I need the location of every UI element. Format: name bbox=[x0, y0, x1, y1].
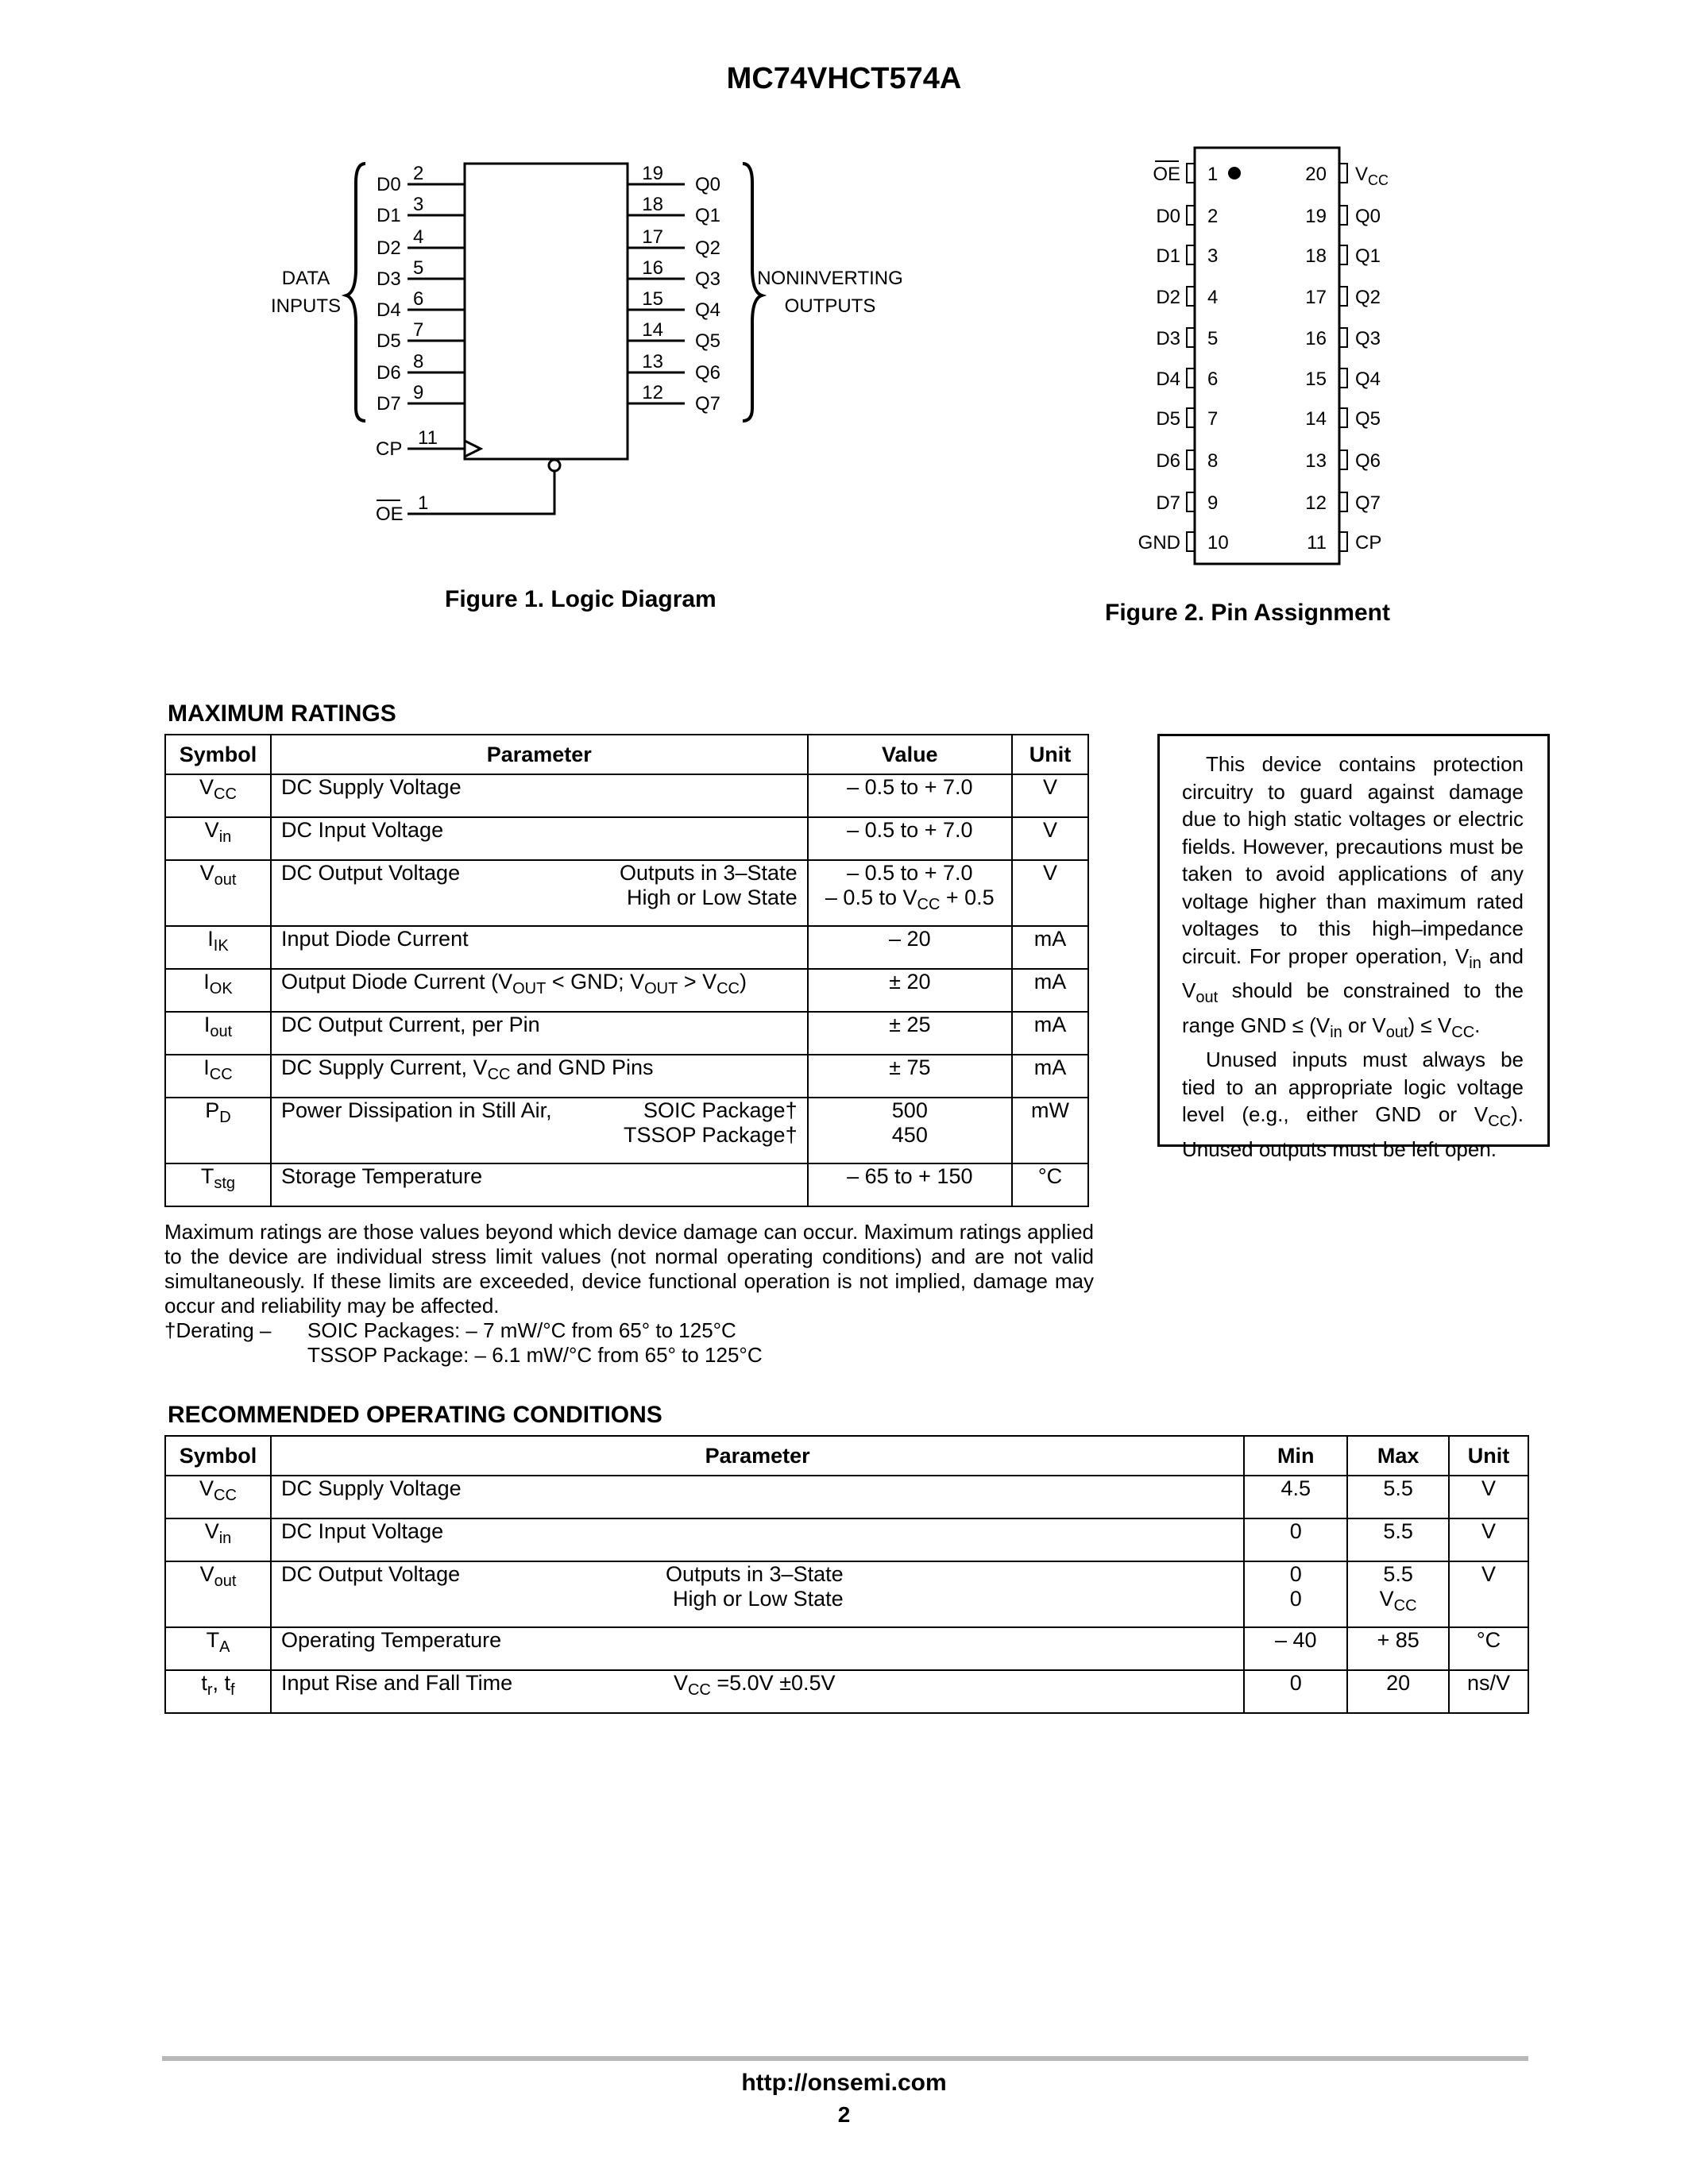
derating-tssop: TSSOP Package: – 6.1 mW/°C from 65° to 125°C bbox=[307, 1343, 763, 1367]
max-ratings-note: Maximum ratings are those values beyond which device damage can occur. Maximum ratings applied to the device are individual stress limit values (not normal operating conditions) and are not valid simultaneously. If these limits are exceeded, device functional operation is not implied, damage may occur and reliability may be affected. bbox=[164, 1220, 1094, 1318]
enable-label: OE bbox=[376, 504, 404, 525]
pin-number: 9 bbox=[1207, 492, 1219, 514]
pin-number: 2 bbox=[1207, 206, 1219, 227]
output-pin-number: 16 bbox=[642, 257, 663, 279]
input-pin-number: 2 bbox=[413, 163, 424, 184]
pin-number: 6 bbox=[1207, 369, 1219, 390]
right-brace bbox=[743, 164, 762, 421]
table-row: $V_{out}$ DC Output Voltage Outputs in 3–State High or Low State 0 0 5.5 $V_{CC}$ V bbox=[165, 1561, 1528, 1627]
pin-number: 7 bbox=[1207, 408, 1219, 430]
page-number: 2 bbox=[837, 2102, 851, 2127]
col-min: Min bbox=[1244, 1436, 1347, 1476]
col-unit: Unit bbox=[1012, 735, 1088, 774]
data-inputs-label: INPUTS bbox=[270, 295, 342, 317]
pin-label-q2: Q2 bbox=[1355, 287, 1381, 308]
pin-label-q5: Q5 bbox=[1355, 408, 1381, 430]
pin-label-d5: D5 bbox=[1156, 408, 1180, 430]
pin-label-q1: Q1 bbox=[1355, 245, 1381, 267]
output-pin-number: 17 bbox=[642, 226, 663, 248]
col-symbol: Symbol bbox=[165, 1436, 271, 1476]
clock-pin-number: 11 bbox=[418, 427, 438, 449]
pin1-dot-icon bbox=[1228, 167, 1241, 179]
output-pin-number: 13 bbox=[642, 351, 663, 372]
pin-label-oe: OE bbox=[1153, 164, 1180, 185]
input-pin-number: 9 bbox=[413, 382, 424, 403]
table-row: $P_D$ Power Dissipation in Still Air, SOIC Package† TSSOP Package† 500 450 mW bbox=[165, 1098, 1088, 1163]
pin-number: 5 bbox=[1207, 328, 1219, 349]
output-label-q0: Q0 bbox=[695, 174, 721, 195]
output-pin-number: 15 bbox=[642, 288, 663, 310]
pin-number: 3 bbox=[1207, 245, 1219, 267]
pin-label-d0: D0 bbox=[1156, 206, 1180, 227]
input-label-d3: D3 bbox=[377, 268, 401, 290]
pin-number: 4 bbox=[1207, 287, 1219, 308]
pin-number: 12 bbox=[1305, 492, 1327, 514]
output-label-q6: Q6 bbox=[695, 362, 721, 384]
table-row: $V_{CC}$ DC Supply Voltage – 0.5 to + 7.0 V bbox=[165, 774, 1088, 817]
logic-diagram bbox=[262, 151, 914, 532]
rec-conditions-title: RECOMMENDED OPERATING CONDITIONS bbox=[168, 1402, 662, 1428]
max-ratings-title: MAXIMUM RATINGS bbox=[168, 700, 396, 727]
flipflop-box bbox=[465, 164, 628, 459]
pin-number: 10 bbox=[1207, 532, 1229, 554]
footer-divider bbox=[162, 2056, 1528, 2061]
enable-pin-number: 1 bbox=[418, 492, 429, 514]
input-pin-number: 4 bbox=[413, 226, 424, 248]
pin-assignment-diagram bbox=[1138, 143, 1430, 572]
pin-label-q3: Q3 bbox=[1355, 328, 1381, 349]
input-label-d0: D0 bbox=[377, 174, 401, 195]
pin-label-d7: D7 bbox=[1156, 492, 1180, 514]
col-value: Value bbox=[808, 735, 1012, 774]
output-pin-number: 18 bbox=[642, 194, 663, 215]
pin-label-cp: CP bbox=[1355, 532, 1382, 554]
derating-label: †Derating – bbox=[164, 1318, 272, 1342]
pin-label-gnd: GND bbox=[1138, 532, 1180, 554]
table-row: $t_r$, $t_f$ Input Rise and Fall Time $V_{CC} =5.0V \pm 0.5V$ 0 20 ns/V bbox=[165, 1670, 1528, 1713]
output-pin-number: 19 bbox=[642, 163, 663, 184]
output-pin-number: 14 bbox=[642, 319, 663, 341]
table-row: $I_{IK}$ Input Diode Current – 20 mA bbox=[165, 926, 1088, 969]
table-row: $T_A$ Operating Temperature – 40 + 85 °C bbox=[165, 1627, 1528, 1670]
input-pin-number: 8 bbox=[413, 351, 424, 372]
input-label-d2: D2 bbox=[377, 237, 401, 259]
pin-number: 18 bbox=[1305, 245, 1327, 267]
derating-soic: SOIC Packages: – 7 mW/°C from 65° to 125°C bbox=[307, 1318, 736, 1342]
input-pin-number: 7 bbox=[413, 319, 424, 341]
max-ratings-notes bbox=[164, 1220, 1094, 1368]
output-pin-number: 12 bbox=[642, 382, 663, 403]
data-inputs-label: DATA bbox=[281, 268, 330, 289]
pin-number: 13 bbox=[1305, 450, 1327, 472]
esd-note-box bbox=[1157, 734, 1550, 1161]
pin-number: 8 bbox=[1207, 450, 1219, 472]
outputs-label: NONINVERTING bbox=[757, 268, 903, 289]
table-row: $I_{OK}$ Output Diode Current ($V_{OUT}$ < GND; $V_{OUT} > V_{CC}$) ± 20 mA bbox=[165, 969, 1088, 1012]
pin-number: 19 bbox=[1305, 206, 1327, 227]
figure2-caption: Figure 2. Pin Assignment bbox=[1105, 600, 1390, 626]
max-ratings-table bbox=[164, 734, 1089, 1207]
figure1-caption: Figure 1. Logic Diagram bbox=[445, 586, 717, 612]
pin-label-d1: D1 bbox=[1156, 245, 1180, 267]
input-pin-number: 5 bbox=[413, 257, 424, 279]
pin-number: 15 bbox=[1305, 369, 1327, 390]
pin-number: 17 bbox=[1305, 287, 1327, 308]
output-label-q4: Q4 bbox=[695, 299, 721, 321]
pin-label-q4: Q4 bbox=[1355, 369, 1381, 390]
input-label-d1: D1 bbox=[377, 205, 401, 226]
input-label-d5: D5 bbox=[377, 330, 401, 352]
pin-label-d6: D6 bbox=[1156, 450, 1180, 472]
inversion-bubble-icon bbox=[549, 460, 560, 471]
outputs-label: OUTPUTS bbox=[784, 295, 876, 317]
input-pin-number: 3 bbox=[413, 194, 424, 215]
col-parameter: Parameter bbox=[271, 1436, 1244, 1476]
input-pin-number: 6 bbox=[413, 288, 424, 310]
output-label-q1: Q1 bbox=[695, 205, 721, 226]
pin-number: 1 bbox=[1207, 164, 1219, 185]
output-label-q7: Q7 bbox=[695, 393, 721, 415]
col-unit: Unit bbox=[1449, 1436, 1528, 1476]
pin-label-vcc: $V_{CC}$ bbox=[1355, 164, 1389, 188]
pin-label-q0: Q0 bbox=[1355, 206, 1381, 227]
col-parameter: Parameter bbox=[271, 735, 808, 774]
pin-label-q6: Q6 bbox=[1355, 450, 1381, 472]
pin-number: 16 bbox=[1305, 328, 1327, 349]
table-row: $V_{CC}$ DC Supply Voltage 4.5 5.5 V bbox=[165, 1476, 1528, 1518]
pin-label-d3: D3 bbox=[1156, 328, 1180, 349]
page-title: MC74VHCT574A bbox=[726, 62, 962, 95]
input-label-d7: D7 bbox=[377, 393, 401, 415]
left-brace bbox=[346, 164, 365, 421]
rec-conditions-table bbox=[164, 1435, 1529, 1714]
esd-paragraph-2: Unused inputs must always be tied to an appropriate logic voltage level (e.g., either GND or $V_{CC}$). Unused outputs must be left open. bbox=[1182, 1048, 1524, 1161]
table-row: $V_{in}$ DC Input Voltage 0 5.5 V bbox=[165, 1518, 1528, 1561]
pin-label-d2: D2 bbox=[1156, 287, 1180, 308]
pin-number: 11 bbox=[1307, 532, 1327, 554]
pin-number: 14 bbox=[1305, 408, 1327, 430]
table-row: $V_{out}$ DC Output Voltage Outputs in 3–State High or Low State – 0.5 to + 7.0 – 0.5 to $V_{CC} + 0.5$ V bbox=[165, 860, 1088, 926]
output-label-q5: Q5 bbox=[695, 330, 721, 352]
output-label-q2: Q2 bbox=[695, 237, 721, 259]
output-label-q3: Q3 bbox=[695, 268, 721, 290]
enable-line bbox=[408, 471, 554, 514]
pin-number: 20 bbox=[1305, 164, 1327, 185]
col-symbol: Symbol bbox=[165, 735, 271, 774]
col-max: Max bbox=[1347, 1436, 1449, 1476]
table-row: $T_{stg}$ Storage Temperature – 65 to + 150 °C bbox=[165, 1163, 1088, 1206]
footer-url-link[interactable]: http://onsemi.com bbox=[741, 2070, 947, 2096]
clock-label: CP bbox=[376, 438, 403, 460]
table-row: $I_{out}$ DC Output Current, per Pin ± 25 mA bbox=[165, 1012, 1088, 1055]
table-row: $V_{in}$ DC Input Voltage – 0.5 to + 7.0 V bbox=[165, 817, 1088, 860]
input-label-d6: D6 bbox=[377, 362, 401, 384]
clock-triangle-icon bbox=[465, 441, 481, 457]
table-row: $I_{CC}$ DC Supply Current, $V_{CC}$ and GND Pins ± 75 mA bbox=[165, 1055, 1088, 1098]
pin-label-q7: Q7 bbox=[1355, 492, 1381, 514]
input-label-d4: D4 bbox=[377, 299, 401, 321]
pin-label-d4: D4 bbox=[1156, 369, 1180, 390]
esd-paragraph-1: This device contains protection circuitry to guard against damage due to high static voltages or electric fields. However, precautions must be taken to avoid applications of any voltage higher than maximum rated voltages to this high–impedance circuit. For proper operation, $V_{in}$ and $V_{out}$ should be constrained to the range GND ≤ ($V_{in}$ or $V_{out}) \le V_{CC}$. bbox=[1182, 752, 1524, 1041]
